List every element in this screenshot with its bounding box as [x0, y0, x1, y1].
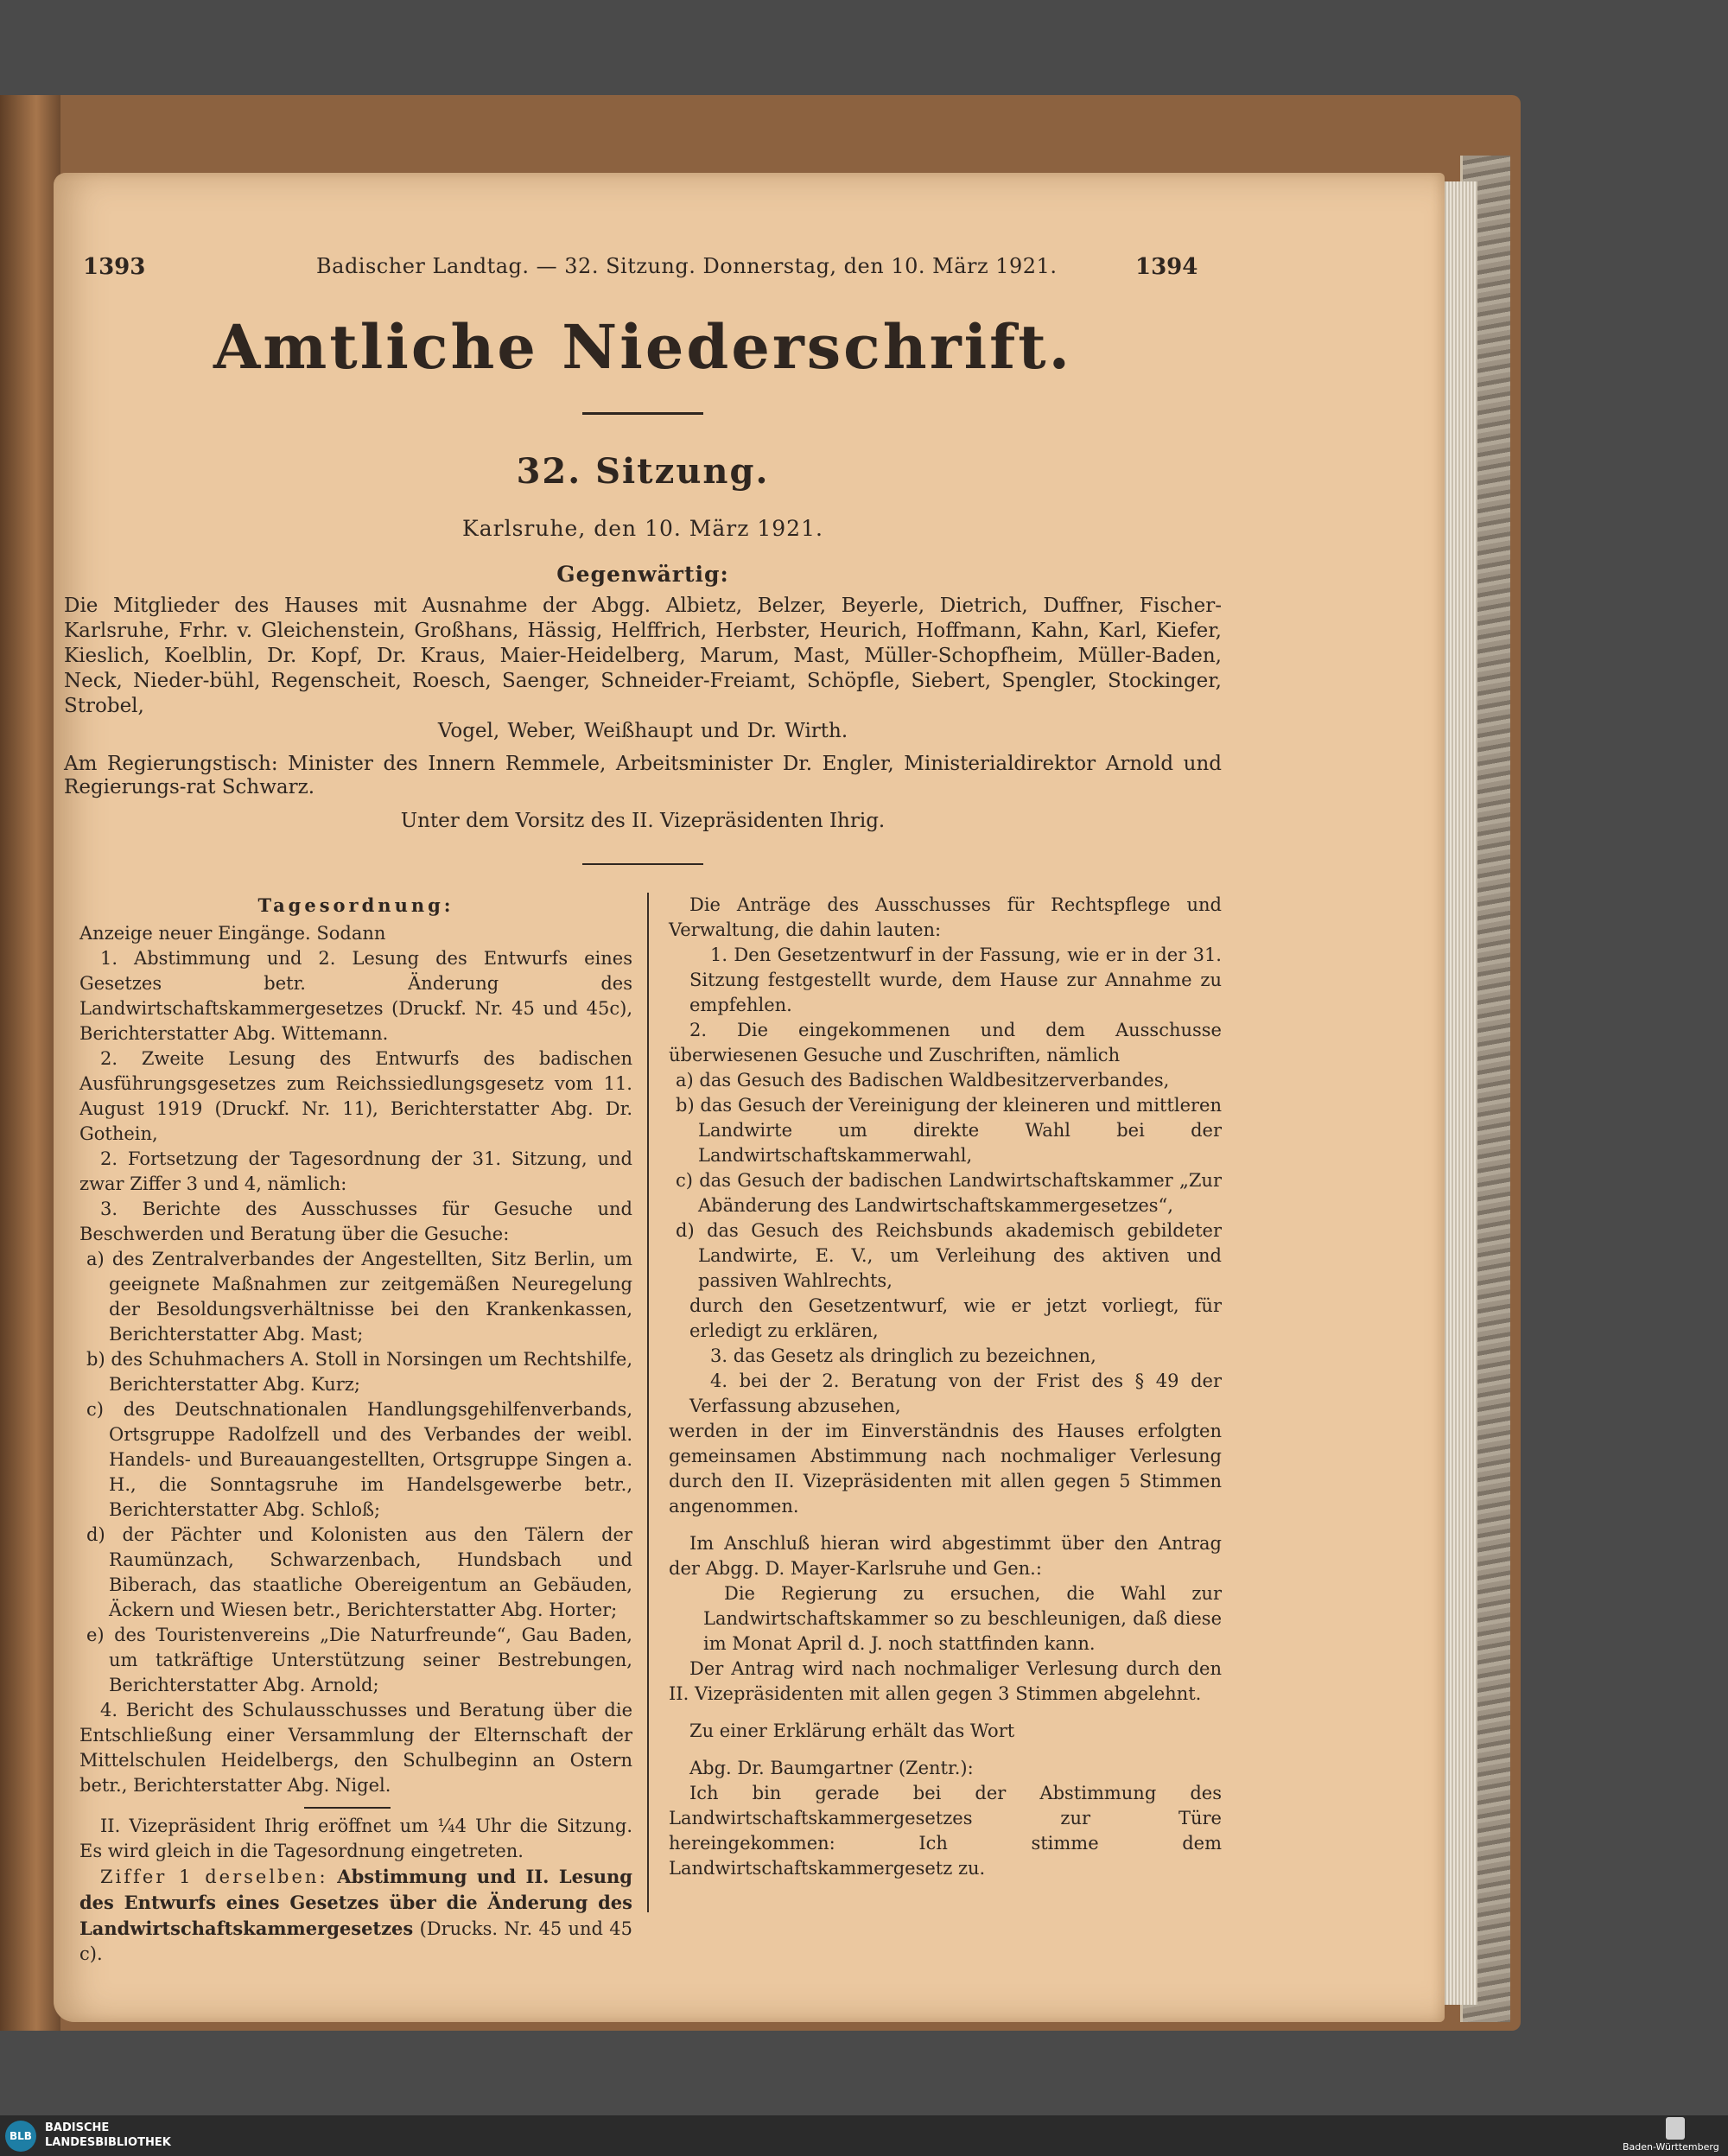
place-date: Karlsruhe, den 10. März 1921.: [462, 516, 823, 541]
present-text-last: Vogel, Weber, Weißhaupt und Dr. Wirth.: [437, 720, 848, 742]
left-column: [79, 893, 632, 1967]
ziffer-1-label: Ziffer 1 derselben:: [100, 1867, 328, 1887]
agenda-item: 2. Fortsetzung der Tagesordnung der 31. Sitzung, und zwar Ziffer 3 und 4, nämlich:: [79, 1148, 632, 1194]
agenda-item: 4. Bericht des Schulausschusses und Beratung über die Entschließung einer Versammlung der Elternschaft der Mittelschulen Heidelbergs, den Schulbeginn an Ostern betr., Berichterstatter Abg. Nigel.: [79, 1700, 632, 1796]
agenda-subitem: b) des Schuhmachers A. Stoll in Norsingen um Rechtshilfe, Berichterstatter Abg. Kurz;: [86, 1349, 632, 1395]
agenda-subitem: c) des Deutschnationalen Handlungsgehilfenverbands, Ortsgruppe Radolfzell und des Verbandes der weibl. Handels- und Bureauangestellten, Ortsgruppe Singen a. H., die Sonntagsruhe im Handelsgewerbe betr., Berichterstatter Abg. Schloß;: [86, 1399, 632, 1520]
page-number-right: 1394: [1135, 254, 1198, 280]
motion-point: 2. Die eingekommenen und dem Ausschusse überwiesenen Gesuche und Zuschriften, nämlich: [669, 1020, 1222, 1065]
two-column-body: [64, 893, 1222, 1964]
library-name-line2: LANDESBIBLIOTHEK: [45, 2136, 171, 2149]
motion-subpoint: c) das Gesuch der badischen Landwirtschaftskammer „Zur Abänderung des Landwirtschaftskammergesetzes“,: [676, 1170, 1222, 1216]
agenda-end-rule: [304, 1807, 391, 1809]
motion-subpoint: b) das Gesuch der Vereinigung der kleineren und mittleren Landwirte um direkte Wahl bei der Landwirtschaftskammerwahl,: [676, 1095, 1222, 1166]
coat-of-arms-icon: [1666, 2117, 1685, 2140]
agenda-intro: Anzeige neuer Eingänge. Sodann: [79, 923, 386, 944]
running-title: Badischer Landtag. — 32. Sitzung. Donnerstag, den 10. März 1921.: [316, 254, 1058, 278]
present-list: [64, 594, 1222, 744]
motion-point: 4. bei der 2. Beratung von der Frist des § 49 der Verfassung abzusehen,: [689, 1371, 1222, 1416]
document-title: Amtliche Niederschrift.: [213, 311, 1072, 383]
motion-point-end: durch den Gesetzentwurf, wie er jetzt vorliegt, für erledigt zu erklären,: [689, 1295, 1222, 1341]
agenda-item: 2. Zweite Lesung des Entwurfs des badischen Ausführungsgesetzes zum Reichssiedlungsgesetz vom 11. August 1919 (Druckf. Nr. 11), Berichterstatter Abg. Dr. Gothein,: [79, 1048, 632, 1144]
page-content: [64, 247, 1222, 1964]
present-text: Die Mitglieder des Hauses mit Ausnahme der Abgg. Albietz, Belzer, Beyerle, Dietrich, Duffner, Fischer-Karlsruhe, Frhr. v. Gleichenstein, Großhans, Hässig, Helffrich, Herbster, Heurich, Hoffmann, Kahn, Karl, Kiefer, Kieslich, Koelblin, Dr. Kopf, Dr. Kraus, Maier-Heidelberg, Marum, Mast, Müller-Schopfheim, Müller-Baden, Neck, Nieder-bühl, Regenscheit, Roesch, Saenger, Schneider-Freiamt, Schöpfle, Siebert, Spengler, Stockinger, Strobel,: [64, 595, 1222, 717]
speaker-name: Abg. Dr. Baumgartner (Zentr.):: [689, 1758, 974, 1778]
library-name[interactable]: [45, 2121, 171, 2150]
title-rule: [582, 412, 703, 415]
agenda-subitem: a) des Zentralverbandes der Angestellten, Sitz Berlin, um geeignete Maßnahmen zur zeitgemäßen Neuregelung der Besoldungsverhältnisse bei den Krankenkassen, Berichterstatter Abg. Mast;: [86, 1249, 632, 1345]
speech-text: Ich bin gerade bei der Abstimmung des Landwirtschaftskammergesetzes zur Türe hereingekommen: Ich stimme dem Landwirtschaftskammergesetz zu.: [669, 1783, 1222, 1879]
opening-paragraph: II. Vizepräsident Ihrig eröffnet um ¼4 Uhr die Sitzung. Es wird gleich in die Tagesordnung eingetreten.: [79, 1816, 632, 1861]
blb-logo-icon[interactable]: BLB: [5, 2121, 36, 2152]
right-column: [669, 893, 1222, 1881]
column-divider: [647, 893, 649, 1912]
ziffer-1-bold: Abstimmung und II. Lesung des Entwurfs eines Gesetzes über die Änderung des Landwirtschaftskammergesetzes: [79, 1866, 632, 1939]
vote-result: werden in der im Einverständnis des Hauses erfolgten gemeinsamen Abstimmung nach nochmaliger Verlesung durch den II. Vizepräsidenten mit allen gegen 5 Stimmen angenommen.: [669, 1421, 1222, 1517]
book-spine-edge: [0, 95, 60, 2031]
motion-point: 3. das Gesetz als dringlich zu bezeichnen,: [710, 1345, 1096, 1366]
state-name[interactable]: Baden-Württemberg: [1623, 2141, 1719, 2153]
agenda-heading: Tagesordnung:: [257, 894, 454, 916]
committee-motions-intro: Die Anträge des Ausschusses für Rechtspflege und Verwaltung, die dahin lauten:: [669, 894, 1222, 940]
agenda-item: 3. Berichte des Ausschusses für Gesuche und Beschwerden und Beratung über die Gesuche:: [79, 1199, 632, 1244]
motion-result: Der Antrag wird nach nochmaliger Verlesung durch den II. Vizepräsidenten mit allen gegen 3 Stimmen abgelehnt.: [669, 1658, 1222, 1704]
page-number-left: 1393: [83, 254, 146, 280]
library-name-line1: BADISCHE: [45, 2121, 110, 2134]
ziffer-1-ref: (Drucks. Nr. 45 und 45 c).: [79, 1918, 633, 1964]
running-header: [64, 247, 1222, 289]
agenda-subitem: e) des Touristenvereins „Die Naturfreunde“, Gau Baden, um tatkräftige Unterstützung seiner Bestrebungen, Berichterstatter Abg. Arnold;: [86, 1625, 632, 1695]
government-bench: Am Regierungstisch: Minister des Innern Remmele, Arbeitsminister Dr. Engler, Ministerialdirektor Arnold und Regierungs-rat Schwarz.: [64, 753, 1222, 798]
motion-point: 1. Den Gesetzentwurf in der Fassung, wie er in der 31. Sitzung festgestellt wurde, dem Hause zur Annahme zu empfehlen.: [689, 944, 1222, 1015]
agenda-subitem: d) der Pächter und Kolonisten aus den Tälern der Raumünzach, Schwarzenbach, Hundsbach und Biberach, das staatliche Obereigentum an Gebäuden, Äckern und Wiesen betr., Berichterstatter Abg. Horter;: [86, 1524, 632, 1620]
section-rule: [582, 863, 703, 865]
motion-subpoint: d) das Gesuch des Reichsbunds akademisch gebildeter Landwirte, E. V., um Verleihung des aktiven und passiven Wahlrechts,: [676, 1220, 1222, 1291]
motion-text: Die Regierung zu ersuchen, die Wahl zur Landwirtschaftskammer so zu beschleunigen, daß diese im Monat April d. J. noch stattfinden kann.: [703, 1583, 1222, 1654]
statement-intro: Zu einer Erklärung erhält das Wort: [689, 1720, 1015, 1741]
session-heading: 32. Sitzung.: [516, 451, 770, 492]
agenda-item: 1. Abstimmung und 2. Lesung des Entwurfs eines Gesetzes betr. Änderung des Landwirtschaftskammergesetzes (Druckf. Nr. 45 und 45c), Berichterstatter Abg. Wittemann.: [79, 948, 632, 1044]
ziffer-1-paragraph: [79, 1864, 632, 1967]
motion-intro: Im Anschluß hieran wird abgestimmt über den Antrag der Abgg. D. Mayer-Karlsruhe und Gen.:: [669, 1533, 1222, 1579]
chair-line: Unter dem Vorsitz des II. Vizepräsidenten Ihrig.: [400, 810, 886, 832]
footer-bar: [0, 2115, 1728, 2156]
motion-subpoint: a) das Gesuch des Badischen Waldbesitzerverbandes,: [676, 1070, 1170, 1091]
present-heading: Gegenwärtig:: [556, 562, 729, 587]
